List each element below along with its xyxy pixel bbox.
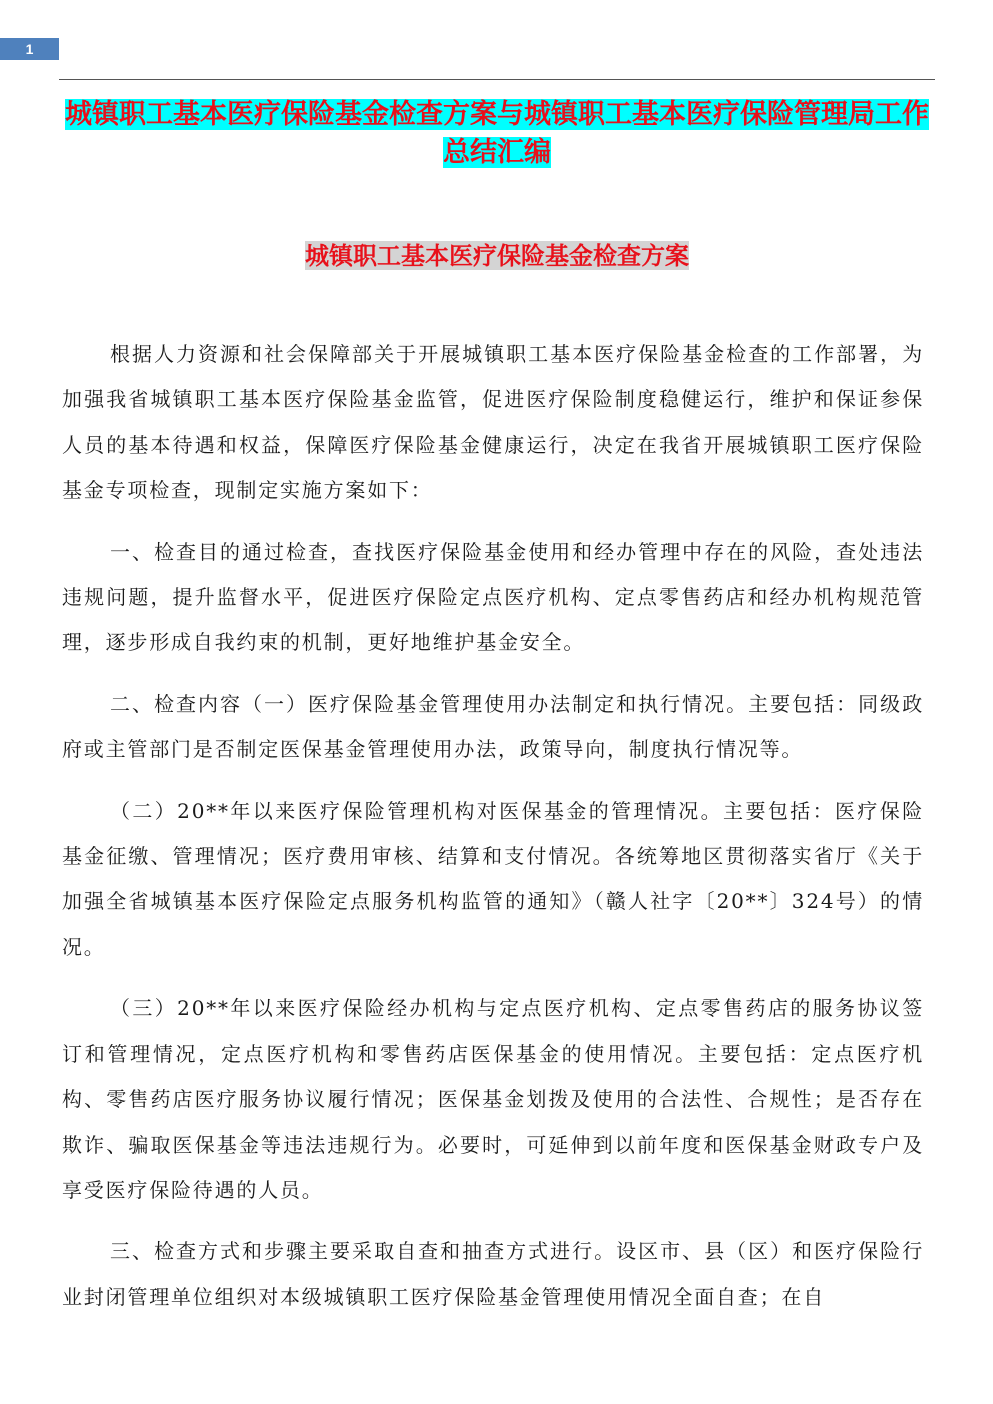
paragraph-method: 三、检查方式和步骤主要采取自查和抽查方式进行。设区市、县（区）和医疗保险行业封闭管理单位组织对本级城镇职工医疗保险基金管理使用情况全面自查；在自 [62,1239,924,1309]
header-rule [59,79,935,80]
body-text [62,332,924,1336]
document-title [62,96,932,172]
section-title-text: 城镇职工基本医疗保险基金检查方案 [305,241,689,270]
paragraph-content-3: （三）20**年以来医疗保险经办机构与定点医疗机构、定点零售药店的服务协议签订和管理情况，定点医疗机构和零售药店医保基金的使用情况。主要包括：定点医疗机构、零售药店医疗服务协议履行情况；医保基金划拨及使用的合法性、合规性；是否存在欺诈、骗取医保基金等违法违规行为。必要时，可延伸到以前年度和医保基金财政专户及享受医疗保险待遇的人员。 [62,996,924,1202]
paragraph-intro: 根据人力资源和社会保障部关于开展城镇职工基本医疗保险基金检查的工作部署，为加强我省城镇职工基本医疗保险基金监管，促进医疗保险制度稳健运行，维护和保证参保人员的基本待遇和权益，保障医疗保险基金健康运行，决定在我省开展城镇职工医疗保险基金专项检查，现制定实施方案如下： [62,342,924,503]
page-number: 1 [0,38,59,60]
paragraph-content-2: （二）20**年以来医疗保险管理机构对医保基金的管理情况。主要包括：医疗保险基金征缴、管理情况；医疗费用审核、结算和支付情况。各统筹地区贯彻落实省厅《关于加强全省城镇基本医疗保险定点服务机构监管的通知》（赣人社字〔20**〕324号）的情况。 [62,798,924,959]
section-title [62,238,932,274]
paragraph-purpose: 一、检查目的通过检查，查找医疗保险基金使用和经办管理中存在的风险，查处违法违规问题，提升监督水平，促进医疗保险定点医疗机构、定点零售药店和经办机构规范管理，逐步形成自我约束的机制，更好地维护基金安全。 [62,539,924,655]
document-title-text: 城镇职工基本医疗保险基金检查方案与城镇职工基本医疗保险管理局工作总结汇编 [65,99,929,168]
paragraph-content-1: 二、检查内容（一）医疗保险基金管理使用办法制定和执行情况。主要包括：同级政府或主管部门是否制定医保基金管理使用办法，政策导向，制度执行情况等。 [62,691,924,762]
